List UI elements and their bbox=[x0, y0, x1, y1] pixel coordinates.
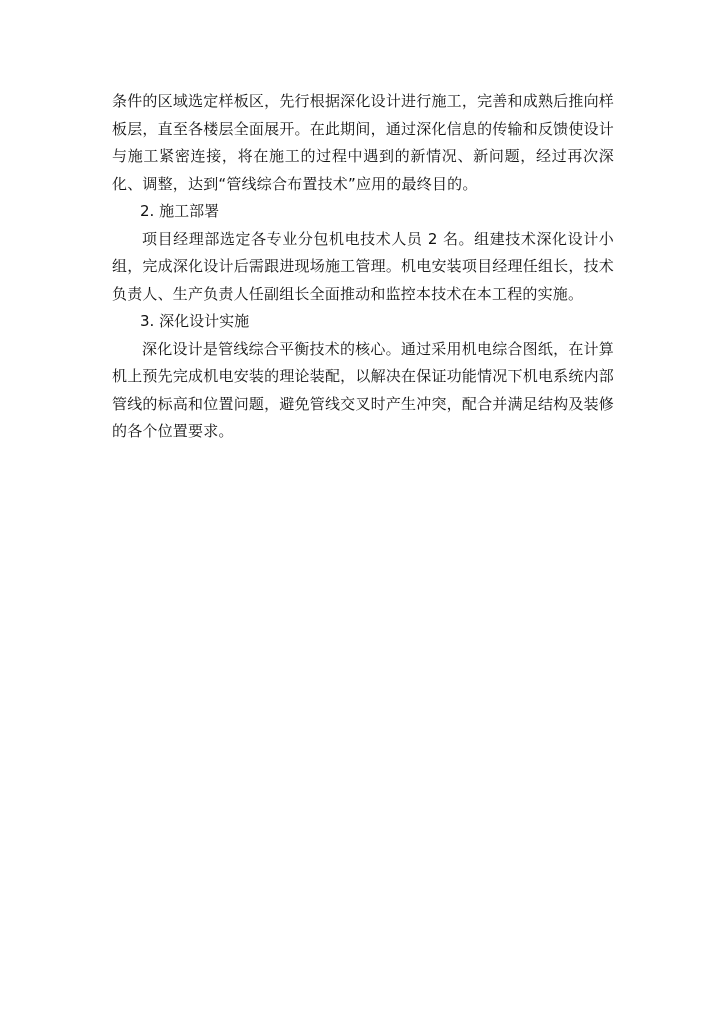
paragraph-deepening-design: 深化设计是管线综合平衡技术的核心。通过采用机电综合图纸，在计算机上预先完成机电安装的理论装配，以解决在保证功能情况下机电系统内部管线的标高和位置问题，避免管线交叉时产生冲突，配合并满足结构及装修的各个位置要求。 bbox=[112, 339, 614, 440]
paragraph-continuation: 条件的区域选定样板区，先行根据深化设计进行施工，完善和成熟后推向样板层，直至各楼层全面展开。在此期间，通过深化信息的传输和反馈使设计与施工紧密连接，将在施工的过程中遇到的新情况、新问题，经过再次深化、调整，达到“管线综合布置技术”应用的最终目的。 bbox=[112, 92, 614, 193]
document-page bbox=[112, 88, 614, 446]
section-heading-deepening-design: 3. 深化设计实施 bbox=[140, 312, 250, 330]
paragraph-construction-deployment: 项目经理部选定各专业分包机电技术人员 2 名。组建技术深化设计小组，完成深化设计后需跟进现场施工管理。机电安装项目经理任组长，技术负责人、生产负责人任副组长全面推动和监控本技术在本工程的实施。 bbox=[112, 229, 614, 303]
section-heading-construction-deployment: 2. 施工部署 bbox=[140, 202, 220, 220]
